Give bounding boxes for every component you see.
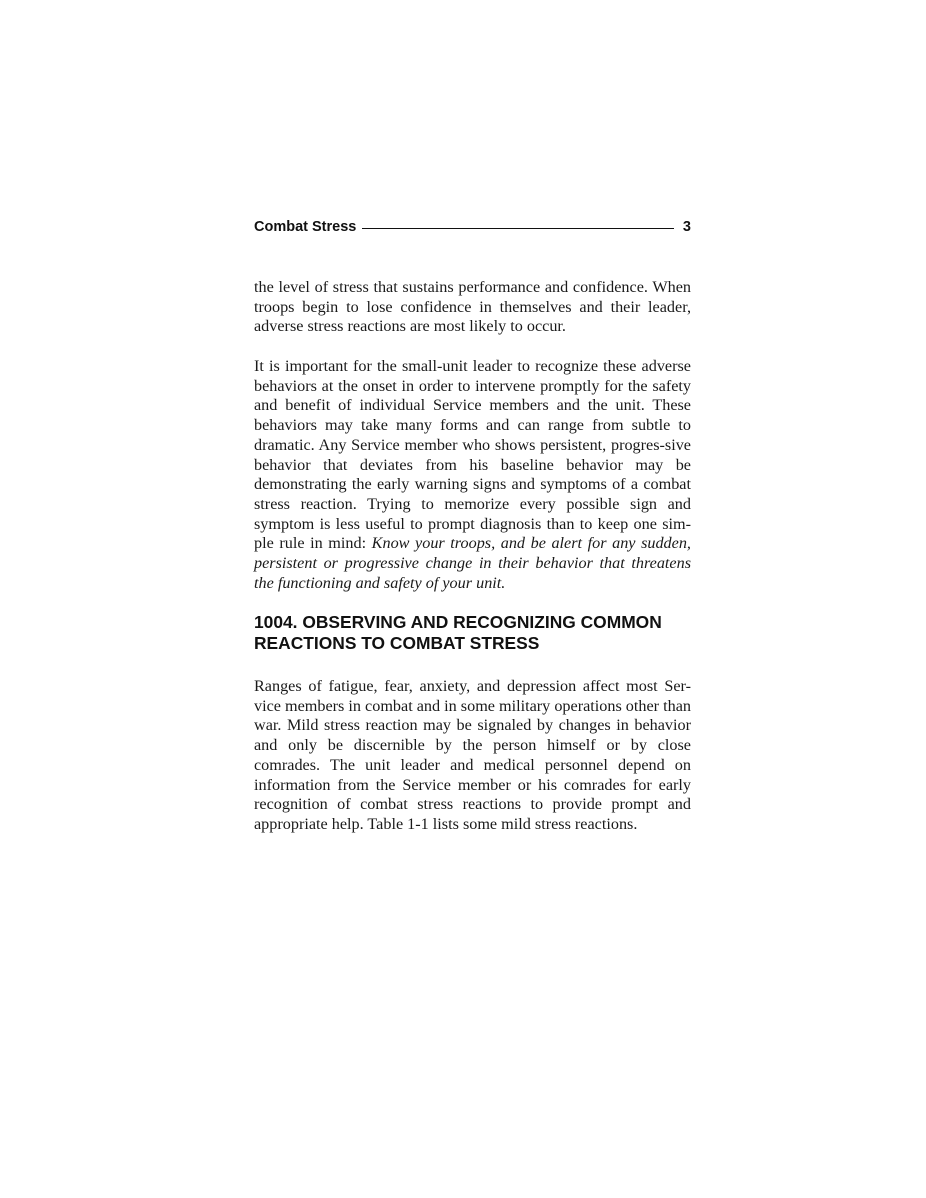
section-heading-line-2: REACTIONS TO COMBAT STRESS [254,633,540,653]
section-heading [254,612,714,654]
running-header [254,218,691,236]
page-number: 3 [682,219,691,235]
paragraph-leader-recognition-text: It is important for the small-unit leader to recognize these adverse behaviors at the onset in order to intervene promptly for the safety and benefit of individual Service members and the unit. These behaviors may take many forms and can range from subtle to dramatic. Any Service member who shows persistent, progres-sive behavior that deviates from his baseline behavior may be demonstrating the early warning signs and symptoms of a combat stress reaction. Trying to memorize every possible sign and symptom is less useful to prompt diagnosis than to keep one sim-ple rule in mind: [254,357,691,553]
running-title: Combat Stress [254,219,357,235]
paragraph-continued: the level of stress that sustains performance and confidence. When troops begin to lose confidence in themselves and their leader, adverse stress reactions are most likely to occur. [254,278,691,336]
paragraph-stress-ranges: Ranges of fatigue, fear, anxiety, and depression affect most Ser-vice members in combat and in some military operations other than war. Mild stress reaction may be signaled by changes in behavior and only be discernible by the person himself or by close comrades. The unit leader and medical personnel depend on information from the Service member or his comrades for early recognition of combat stress reactions to provide prompt and appropriate help. Table 1-1 lists some mild stress reactions. [254,677,691,833]
section-heading-line-1: 1004. OBSERVING AND RECOGNIZING COMMON [254,612,662,632]
header-rule [362,228,674,229]
emphasized-rule: Know your troops, and be alert for any sudden, persistent or progressive change in their behavior that threatens the functioning and safety of your unit. [254,534,691,592]
paragraph-leader-recognition [254,357,691,593]
